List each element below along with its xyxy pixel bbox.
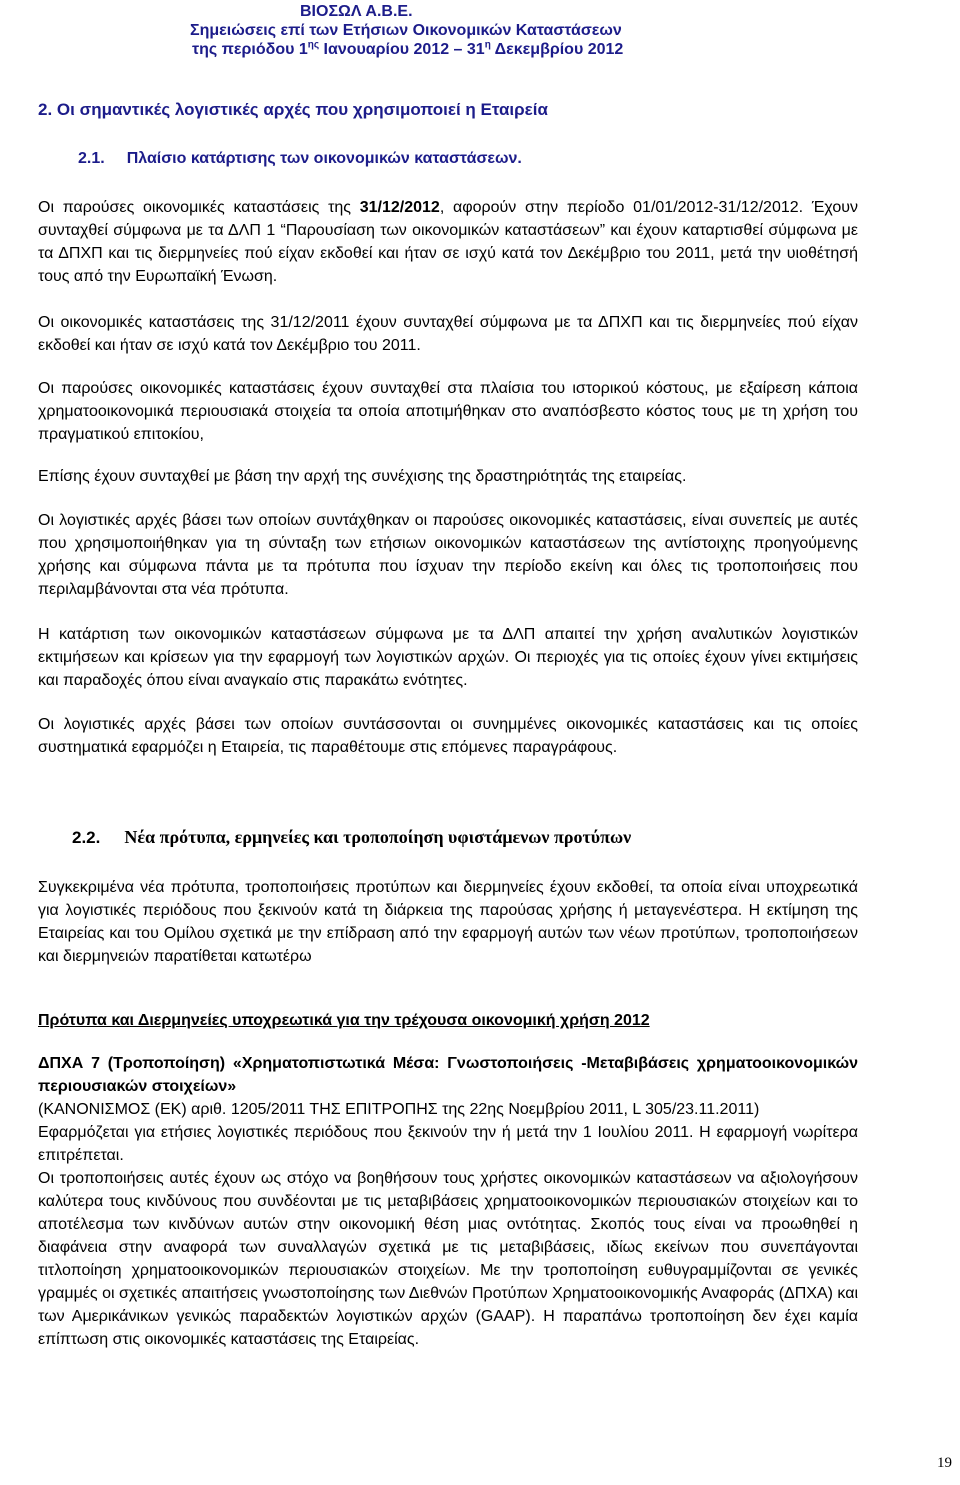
header-subtitle: Σημειώσεις επί των Ετήσιων Οικονομικών Καταστάσεων xyxy=(190,22,622,39)
paragraph-policies: Οι λογιστικές αρχές βάσει των οποίων συντάσσονται οι συνημμένες οικονομικές καταστάσεις και τις οποίες συστηματικά εφαρμόζει η Εταιρεία, τις παραθέτουμε στις επόμενες παραγράφους. xyxy=(38,716,858,756)
paragraph-consistency: Οι λογιστικές αρχές βάσει των οποίων συντάχθηκαν οι παρούσες οικονομικές καταστάσεις, είναι συνεπείς με αυτές που χρησιμοποιήθηκαν για τη σύνταξη των ετήσιων οικονομικών καταστάσεων της αντίστοιχης προηγούμενης χρήσης και σύμφωνα πάντα με τα πρότυπα που ίσχυαν την περίοδο εκείνη και όλες τις τροποποιήσεις που περιλαμβάνονται στα νέα πρότυπα. xyxy=(38,512,858,598)
section-2-1-heading: 2.1. Πλαίσιο κατάρτισης των οικονομικών καταστάσεων. xyxy=(78,150,522,167)
ifrs7-applies: Εφαρμόζεται για ετήσιες λογιστικές περιόδους που ξεκινούν την ή μετά την 1 Ιουλίου 2011. Η εφαρμογή νωρίτερα επιτρέπεται. xyxy=(38,1124,858,1164)
paragraph-going-concern: Επίσης έχουν συνταχθεί με βάση την αρχή της συνέχισης της δραστηριότητάς της εταιρείας. xyxy=(38,468,687,485)
page-number: 19 xyxy=(937,1455,952,1471)
paragraph-historical-cost: Οι παρούσες οικονομικές καταστάσεις έχουν συνταχθεί στα πλαίσια του ιστορικού κόστους, με εξαίρεση κάποια χρηματοοικονομικά περιουσιακά στοιχεία τα οποία αποτιμήθηκαν στο αναπόσβεστο κόστος τους με τη χρήση του πραγματικού επιτοκίου, xyxy=(38,380,858,443)
ifrs7-regulation: (ΚΑΝΟΝΙΣΜΟΣ (ΕΚ) αριθ. 1205/2011 ΤΗΣ ΕΠΙΤΡΟΠΗΣ της 22ης Νοεμβρίου 2011, L 305/23.11.2011) xyxy=(38,1101,760,1118)
company-name: ΒΙΟΣΩΛ Α.Β.Ε. xyxy=(300,3,413,20)
paragraph-intro: Οι παρούσες οικονομικές καταστάσεις της 31/12/2012, αφορούν στην περίοδο 01/01/2012-31/12/2012. Έχουν συνταχθεί σύμφωνα με τα ΔΛΠ 1 “Παρουσίαση των οικονομικών καταστάσεων” και έχουν καταρτισθεί σύμφωνα με τα ΔΠΧΠ και τις διερμηνείες πού είχαν εκδοθεί και ήταν σε ισχύ κατά τον Δεκέμβριο του 2011, μετά την υιοθέτησή τους από την Ευρωπαϊκή Ένωση. xyxy=(38,199,858,285)
ifrs7-title: ΔΠΧΑ 7 (Τροποποίηση) «Χρηματοπιστωτικά Μέσα: Γνωστοποιήσεις -Μεταβιβάσεις χρηματοοικονομικών περιουσιακών στοιχείων» xyxy=(38,1055,858,1095)
page-header xyxy=(190,2,624,59)
header-period: της περιόδου $1^{\eta\varsigma}$ Ιανουαρίου $2012 - 31^\eta$ Δεκεμβρίου 2012 xyxy=(192,39,624,58)
ifrs7-block xyxy=(38,1052,858,1351)
paragraph-2011: Οι οικονομικές καταστάσεις της 31/12/2011 έχουν συνταχθεί σύμφωνα με τα ΔΠΧΠ και τις διερμηνείες πού είχαν εκδοθεί και ήταν σε ισχύ κατά τον Δεκέμβριο του 2011. xyxy=(38,314,858,354)
paragraph-new-standards: Συγκεκριμένα νέα πρότυπα, τροποποιήσεις προτύπων και διερμηνείες έχουν εκδοθεί, τα οποία είναι υποχρεωτικά για λογιστικές περιόδους που ξεκινούν κατά τη διάρκεια της παρούσας χρήσης ή μεταγενέστερα. Η εκτίμηση της Εταιρείας και του Ομίλου σχετικά με την επίδραση από την εφαρμογή αυτών των νέων προτύπων, τροποποιήσεων και διερμηνειών παρατίθεται κατωτέρω xyxy=(38,879,858,965)
section-2-2-heading: 2.2. Νέα πρότυπα, ερμηνείες και τροποποίηση υφιστάμενων προτύπων xyxy=(72,827,632,847)
ifrs7-description: Οι τροποποιήσεις αυτές έχουν ως στόχο να βοηθήσουν τους χρήστες οικονομικών καταστάσεων να αξιολογήσουν καλύτερα τους κινδύνους που συνδέονται με τις μεταβιβάσεις χρηματοοικονομικών περιουσιακών στοιχείων και το αποτέλεσμα των κινδύνων αυτών στην οικονομική θέση μιας οντότητας. Σκοπός τους είναι να προωθηθεί η διαφάνεια στην αναφορά των συναλλαγών σχετικά με τις μεταβιβάσεις, ιδίως εκείνων που συνεπάγονται τιτλοποίηση χρηματοοικονομικών περιουσιακών στοιχείων. Με την τροποποίηση ευθυγραμμίζονται σε γενικές γραμμές οι σχετικές απαιτήσεις γνωστοποίησης των Διεθνών Προτύπων Χρηματοοικονομικής Αναφοράς (ΔΠΧΑ) και των Αμερικάνικων γενικώς παραδεκτών λογιστικών αρχών (GAAP). Η παραπάνω τροποποίηση δεν έχει καμία επίπτωση στις οικονομικές καταστάσεις της Εταιρείας. xyxy=(38,1170,858,1348)
section-2-heading: 2. Οι σημαντικές λογιστικές αρχές που χρησιμοποιεί η Εταιρεία xyxy=(38,100,548,119)
mandatory-standards-heading: Πρότυπα και Διερμηνείες υποχρεωτικά για την τρέχουσα οικονομική χρήση 2012 xyxy=(38,1012,650,1029)
paragraph-estimates: Η κατάρτιση των οικονομικών καταστάσεων σύμφωνα με τα ΔΛΠ απαιτεί την χρήση αναλυτικών λογιστικών εκτιμήσεων και κρίσεων για την εφαρμογή των λογιστικών αρχών. Οι περιοχές για τις οποίες έχουν γίνει εκτιμήσεις και παραδοχές όπου είναι αναγκαίο στις παρακάτω ενότητες. xyxy=(38,626,858,689)
